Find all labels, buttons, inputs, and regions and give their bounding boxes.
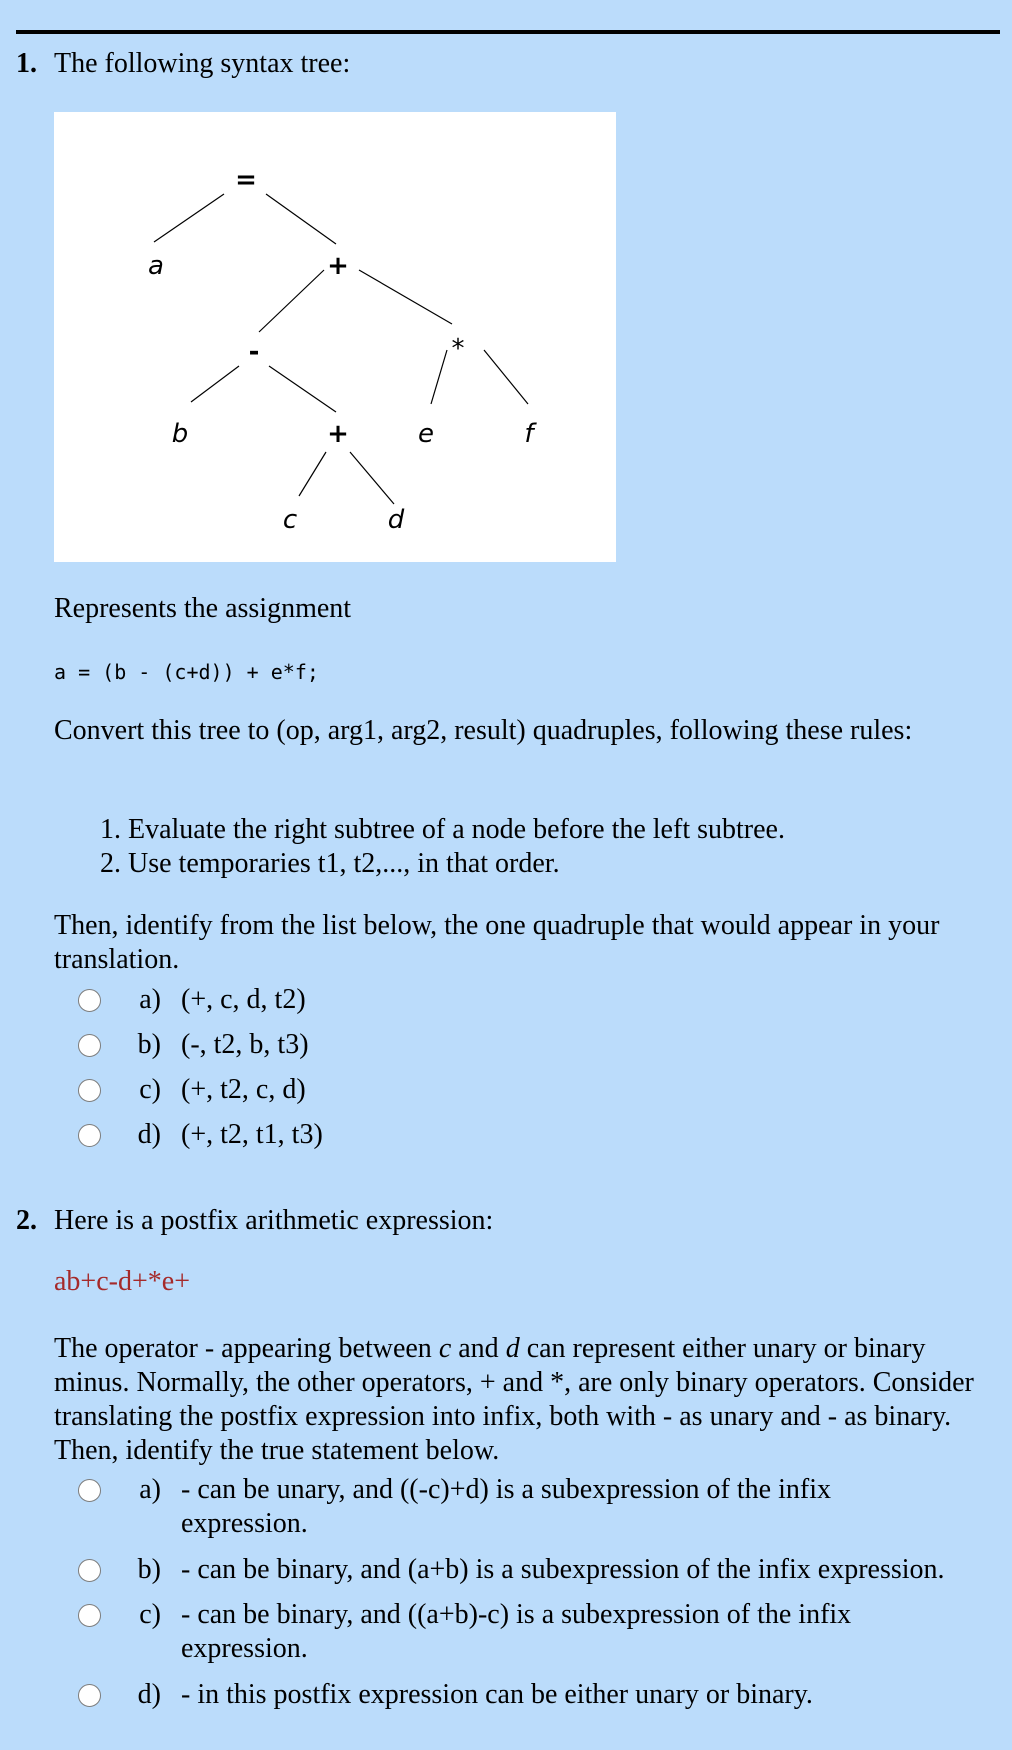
tree-edge bbox=[484, 350, 528, 404]
paragraph-text: The operator - appearing between bbox=[54, 1333, 439, 1364]
tree-node-minus: - bbox=[248, 337, 260, 367]
q1-option-c[interactable] bbox=[78, 1073, 306, 1107]
radio-button[interactable] bbox=[78, 1079, 101, 1102]
syntax-tree-diagram bbox=[54, 112, 616, 562]
option-text: - can be unary, and ((-c)+d) is a subexpression of the infix expression. bbox=[181, 1474, 831, 1539]
radio-button[interactable] bbox=[78, 1684, 101, 1707]
tree-edge bbox=[191, 366, 239, 402]
rules-list bbox=[100, 813, 785, 881]
radio-button[interactable] bbox=[78, 1479, 101, 1502]
top-divider bbox=[16, 30, 1000, 34]
radio-button[interactable] bbox=[78, 1034, 101, 1057]
question-2-prompt: Here is a postfix arithmetic expression: bbox=[54, 1205, 494, 1236]
tree-node-d: d bbox=[387, 505, 405, 535]
option-letter: d) bbox=[137, 1119, 161, 1150]
var-d: d bbox=[505, 1333, 520, 1364]
tree-edge bbox=[299, 452, 326, 496]
option-text: - can be binary, and (a+b) is a subexpression of the infix expression. bbox=[181, 1554, 945, 1585]
tree-node-f: f bbox=[524, 419, 534, 449]
tree-node-mul: * bbox=[451, 334, 465, 364]
q2-option-b[interactable] bbox=[78, 1553, 945, 1587]
q2-option-c[interactable] bbox=[78, 1598, 901, 1666]
q2-option-a[interactable] bbox=[78, 1473, 901, 1541]
postfix-expression: ab+c-d+*e+ bbox=[54, 1266, 190, 1297]
option-text: (+, c, d, t2) bbox=[181, 984, 306, 1015]
option-letter: d) bbox=[137, 1679, 161, 1710]
represents-text: Represents the assignment bbox=[54, 593, 352, 624]
option-letter: a) bbox=[139, 984, 161, 1015]
paragraph-text: and bbox=[451, 1333, 506, 1364]
tree-edge bbox=[359, 270, 452, 324]
tree-node-c: c bbox=[282, 505, 298, 535]
question-1-number: 1. bbox=[16, 48, 37, 79]
option-letter: c) bbox=[139, 1074, 161, 1105]
radio-button[interactable] bbox=[78, 989, 101, 1012]
option-letter: b) bbox=[137, 1029, 161, 1060]
tree-edge bbox=[269, 366, 336, 412]
option-letter: a) bbox=[139, 1474, 161, 1505]
question-1-prompt: The following syntax tree: bbox=[54, 48, 351, 79]
rule-item: 1. Evaluate the right subtree of a node before the left subtree. bbox=[100, 814, 785, 845]
option-text: - can be binary, and ((a+b)-c) is a subexpression of the infix expression. bbox=[181, 1599, 852, 1664]
q1-option-a[interactable] bbox=[78, 983, 306, 1017]
convert-text: Convert this tree to (op, arg1, arg2, result) quadruples, following these rules: bbox=[54, 715, 913, 746]
radio-button[interactable] bbox=[78, 1604, 101, 1627]
option-letter: c) bbox=[139, 1599, 161, 1630]
tree-edge bbox=[154, 194, 224, 242]
rule-item: 2. Use temporaries t1, t2,..., in that order. bbox=[100, 848, 560, 879]
explanation-paragraph bbox=[54, 1332, 984, 1468]
q2-option-d[interactable] bbox=[78, 1678, 813, 1712]
tree-node-e: e bbox=[418, 419, 434, 449]
tree-node-eq: = bbox=[235, 165, 257, 195]
tree-edge bbox=[266, 194, 336, 244]
radio-button[interactable] bbox=[78, 1559, 101, 1582]
paragraph-text: can represent either unary or binary minus. Normally, the other operators, + and *, are only binary operators. Consider translating the postfix expression into infix, both with - as unary and - as binary. Then, identify the true statement below. bbox=[54, 1333, 974, 1466]
q1-option-d[interactable] bbox=[78, 1118, 323, 1152]
tree-edge bbox=[259, 270, 324, 332]
tree-node-a: a bbox=[148, 251, 164, 281]
radio-button[interactable] bbox=[78, 1124, 101, 1147]
q1-option-b[interactable] bbox=[78, 1028, 309, 1062]
option-text: - in this postfix expression can be either unary or binary. bbox=[181, 1679, 813, 1710]
syntax-tree-figure bbox=[54, 112, 616, 562]
tree-node-b: b bbox=[171, 419, 189, 449]
option-letter: b) bbox=[137, 1554, 161, 1585]
question-2-number: 2. bbox=[16, 1205, 37, 1236]
var-c: c bbox=[438, 1333, 452, 1364]
option-text: (-, t2, b, t3) bbox=[181, 1029, 309, 1060]
tree-node-plus-top: + bbox=[327, 251, 349, 281]
assignment-code: a = (b - (c+d)) + e*f; bbox=[54, 660, 319, 684]
then-text: Then, identify from the list below, the one quadruple that would appear in your translation. bbox=[54, 910, 940, 975]
tree-node-plus-low: + bbox=[327, 419, 349, 449]
tree-edge bbox=[431, 350, 447, 404]
tree-edge bbox=[350, 452, 394, 504]
option-text: (+, t2, c, d) bbox=[181, 1074, 306, 1105]
option-text: (+, t2, t1, t3) bbox=[181, 1119, 323, 1150]
